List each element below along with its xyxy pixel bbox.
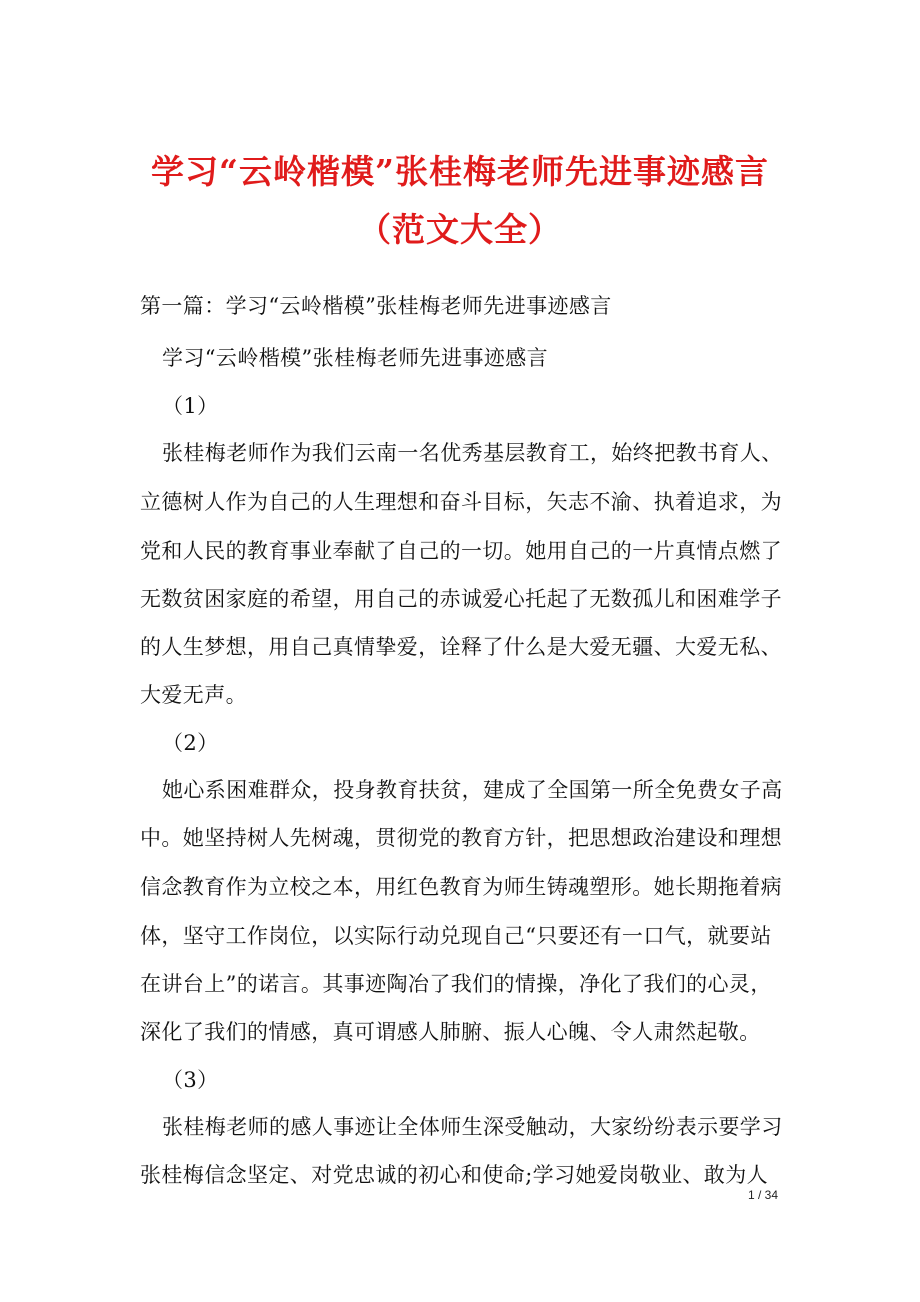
body-line: 立德树人作为自己的人生理想和奋斗目标，矢志不渝、执着追求，为 — [140, 490, 782, 514]
body-line: 在讲台上”的诺言。其事迹陶冶了我们的情操，净化了我们的心灵， — [140, 972, 772, 996]
body-line: 张桂梅信念坚定、对党忠诚的初心和使命;学习她爱岗敬业、敢为人 — [140, 1163, 769, 1187]
section-subtitle: 学习“云岭楷模”张桂梅老师先进事迹感言 — [162, 346, 549, 370]
section-heading: 第一篇：学习“云岭楷模”张桂梅老师先进事迹感言 — [140, 294, 612, 318]
paragraph-number: （1） — [162, 394, 219, 418]
body-line: 中。她坚持树人先树魂，贯彻党的教育方针，把思想政治建设和理想 — [140, 826, 782, 850]
body-line: 的人生梦想，用自己真情挚爱，诠释了什么是大爱无疆、大爱无私、 — [140, 635, 782, 659]
body-line: 张桂梅老师的感人事迹让全体师生深受触动，大家纷纷表示要学习 — [162, 1115, 783, 1139]
body-line: 体，坚守工作岗位，以实际行动兑现自己“只要还有一口气，就要站 — [140, 924, 772, 948]
document-title-line-2: （范文大全） — [358, 210, 562, 249]
document-title-line-1: 学习“云岭楷模”张桂梅老师先进事迹感言 — [151, 152, 769, 191]
body-line: 党和人民的教育事业奉献了自己的一切。她用自己的一片真情点燃了 — [140, 539, 782, 563]
page-number: 1 / 34 — [747, 1188, 778, 1202]
body-line: 深化了我们的情感，真可谓感人肺腑、振人心魄、令人肃然起敬。 — [140, 1020, 761, 1044]
body-line: 信念教育作为立校之本，用红色教育为师生铸魂塑形。她长期拖着病 — [140, 875, 782, 899]
paragraph-number: （2） — [162, 731, 219, 755]
body-line: 无数贫困家庭的希望，用自己的赤诚爱心托起了无数孤儿和困难学子 — [140, 587, 782, 611]
body-line: 张桂梅老师作为我们云南一名优秀基层教育工，始终把教书育人、 — [162, 441, 783, 465]
body-line: 大爱无声。 — [140, 683, 247, 707]
body-line: 她心系困难群众，投身教育扶贫，建成了全国第一所全免费女子高 — [162, 778, 783, 802]
paragraph-number: （3） — [162, 1068, 219, 1092]
